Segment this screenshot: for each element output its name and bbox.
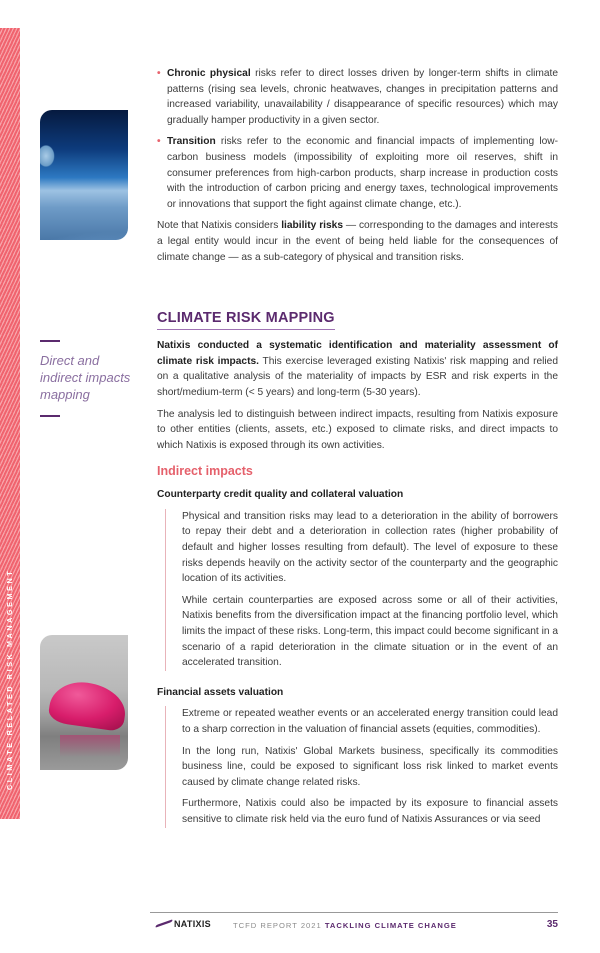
natixis-logo	[157, 919, 211, 929]
note-term: liability risks	[281, 220, 343, 232]
footer-divider	[150, 912, 558, 913]
intro-paragraph	[157, 338, 558, 400]
bullet-dot-icon: •	[157, 68, 161, 79]
counterparty-paragraph: While certain counterparties are exposed across some or all of their activities, Natixis benefits from the diversification impact at the financing portfolio level, which limits the impact of these risks. Long-term, this impact could become significant in a scenario of a rapid deterioration in the climate situation or in the event of an accelerated transition.	[182, 594, 558, 669]
note-text-end: — corresponding to the damages and interests a legal entity would incur in the event of being held liable for the consequences of climate change — as a sub-category of physical and transition risks.	[157, 220, 558, 263]
sidenote-rule	[40, 415, 60, 417]
counterparty-title: Counterparty credit quality and collateral valuation	[157, 489, 404, 501]
financial-assets-title: Financial assets valuation	[157, 686, 284, 698]
bullet-chronic-physical	[157, 66, 558, 128]
indirect-impacts-title: Indirect impacts	[157, 464, 253, 479]
counterparty-paragraph: Physical and transition risks may lead to a deterioration in the ability of borrowers to repay their debt and a deterioration in collection rates (higher probability of default and higher losses resulting from default). The level of exposure to these risks depends heavily on the activity sector of the counterparty and the geographic location of its activities.	[182, 510, 558, 585]
report-name: TCFD REPORT 2021	[233, 920, 325, 930]
sidenote-text: Direct and indirect impacts mapping	[40, 353, 131, 402]
natixis-logo-icon	[157, 919, 171, 928]
sidenote-rule	[40, 340, 60, 342]
sidenote	[40, 340, 140, 417]
footer-content	[157, 919, 558, 933]
page-footer	[150, 912, 558, 953]
main-column	[157, 0, 558, 902]
financial-assets-paragraph: Furthermore, Natixis could also be impacted by its exposure to financial assets sensitive to climate risk held via the euro fund of Natixis Assurances or via seed	[182, 798, 558, 825]
bullet-term: Transition	[167, 136, 216, 148]
note-text: Note that Natixis considers	[157, 220, 282, 232]
report-subtitle: TACKLING CLIMATE CHANGE	[324, 920, 457, 930]
bullet-transition	[157, 134, 558, 212]
page-number: 35	[546, 918, 558, 930]
intro-text: This exercise leveraged existing Natixis' risk mapping and relied on a qualitative analysis of the materiality of impacts by ESR and risk experts in the short/medium-term (< 5 years) and long-term (5-30 years).	[157, 355, 558, 398]
intro-bold: Natixis conducted a systematic identification and materiality assessment of climate risk impacts.	[157, 340, 558, 367]
footer-report-title	[233, 921, 457, 930]
pink-umbrella-flood-photo	[40, 635, 128, 770]
liability-note	[157, 218, 558, 265]
bullet-term: Chronic physical	[167, 68, 251, 79]
section-title: CLIMATE RISK MAPPING	[157, 309, 335, 330]
side-stripe-label: CLIMATE-RELATED RISK MANAGEMENT	[5, 568, 14, 790]
financial-assets-paragraph: In the long run, Natixis' Global Markets business, specifically its commodities business line, could be exposed to significant loss risk linked to market events caused by climate change related risks.	[182, 745, 558, 788]
financial-assets-paragraph: Extreme or repeated weather events or an accelerated energy transition could lead to a sharp correction in the valuation of financial assets (equities, commodities).	[182, 708, 558, 735]
analysis-paragraph: The analysis led to distinguish between indirect impacts, resulting from Natixis exposure to other entities (clients, assets, etc.) exposed to climate risks, and direct impacts to which Natixis is exposed through its own activities.	[157, 408, 558, 451]
logo-text: NATIXIS	[174, 918, 211, 929]
financial-assets-block	[165, 706, 558, 827]
umbrella-reflection	[60, 735, 120, 757]
side-stripe	[0, 28, 20, 819]
bullet-text: risks refer to the economic and financial impacts of implementing low-carbon business models (impossibility of exploiting more oil reserves, shift in consumer preferences from high-carbon products, sharp increase in production costs with the introduction of carbon pricing and energy taxes, technological improvements or innovations that support the fight against climate change, etc.).	[167, 136, 558, 210]
earth-from-space-photo	[40, 110, 128, 240]
counterparty-block	[165, 509, 558, 671]
umbrella-shape	[47, 678, 128, 732]
bullet-text: risks refer to direct losses driven by longer-term shifts in climate patterns (rising sea levels, chronic heatwaves, changes in precipitation patterns and increased variability, unavailability / disappearance of specific resources) which may gradually hamper productivity in a given sector.	[167, 68, 559, 126]
bullet-dot-icon: •	[157, 136, 161, 148]
